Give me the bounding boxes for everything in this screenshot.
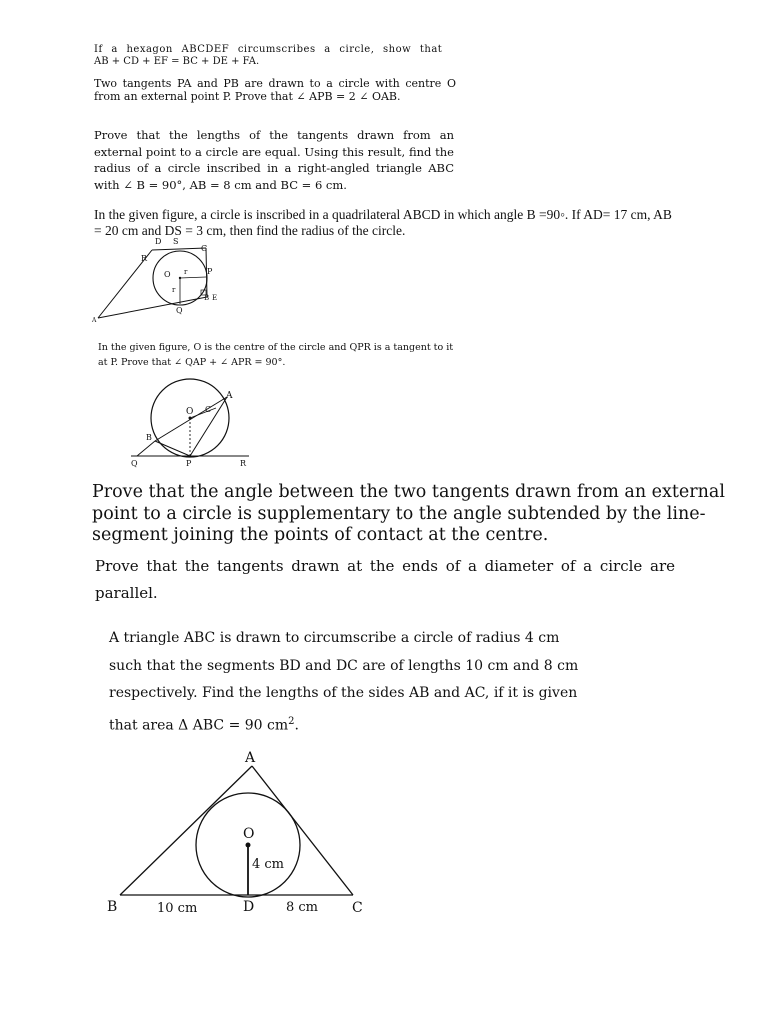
label-q: Q bbox=[131, 459, 138, 468]
question-text-line: A triangle ABC is drawn to circumscribe a circle of radius 4 cm bbox=[109, 630, 560, 646]
label-s: S bbox=[173, 237, 179, 246]
question-supplementary-angle bbox=[92, 482, 725, 547]
center-dot bbox=[179, 277, 181, 279]
question-quadrilateral-abcd: In the given figure, a circle is inscribed in a quadrilateral ABCD in which angle B =90◦. If AD= 17 cm, AB = 20 cm and DS = 3 cm, then find the radius of the circle. bbox=[94, 207, 672, 238]
question-text-line: point to a circle is supplementary to the angle subtended by the line- bbox=[92, 503, 706, 524]
question-triangle-abc bbox=[109, 625, 609, 740]
center-dot bbox=[246, 843, 251, 848]
figure-circle-tangent-qpr bbox=[125, 378, 260, 470]
label-b: B bbox=[107, 899, 118, 915]
label-b: B bbox=[204, 294, 210, 302]
label-r2: r bbox=[172, 286, 176, 294]
area-period: . bbox=[294, 717, 299, 734]
label-o: O bbox=[186, 407, 194, 417]
side-ac bbox=[252, 766, 353, 895]
segment-oc bbox=[190, 408, 216, 418]
label-dc: 8 cm bbox=[286, 900, 319, 915]
question-text-line: If a hexagon ABCDEF circumscribes a circle, show that bbox=[94, 44, 443, 55]
question-qpr-tangent bbox=[98, 340, 478, 370]
label-c: C bbox=[205, 405, 212, 414]
side-dc bbox=[152, 248, 206, 250]
label-d: D bbox=[243, 899, 255, 915]
line-bp bbox=[155, 441, 190, 456]
question-text-line: such that the segments BD and DC are of lengths 10 cm and 8 cm bbox=[109, 657, 579, 674]
label-d: D bbox=[155, 237, 162, 246]
question-parallel-tangents: Prove that the tangents drawn at the ends of a diameter of a circle are parallel. bbox=[95, 557, 675, 602]
question-text-line: AB + CD + EF = BC + DE + FA. bbox=[94, 56, 260, 67]
label-a: A bbox=[245, 750, 256, 766]
label-radius: 4 cm bbox=[252, 857, 285, 872]
label-q: Q bbox=[176, 306, 183, 315]
label-bd: 10 cm bbox=[157, 901, 198, 916]
label-c: C bbox=[352, 900, 363, 916]
question-text-line bbox=[109, 708, 609, 740]
label-e: E bbox=[212, 294, 218, 302]
side-ab bbox=[120, 766, 255, 895]
side-ba bbox=[98, 297, 207, 318]
label-a: A bbox=[226, 391, 233, 401]
question-tangents-pa-pb: Two tangents PA and PB are drawn to a circle with centre O from an external point P. Prove that ∠ APB = 2 ∠ OAB. bbox=[94, 77, 456, 103]
question-text-line: segment joining the points of contact at the centre. bbox=[92, 525, 549, 545]
question-text-line: at P. Prove that ∠ QAP + ∠ APR = 90°. bbox=[98, 357, 286, 368]
line-bq bbox=[137, 441, 155, 456]
area-exponent: 2 bbox=[288, 715, 295, 727]
label-p: P bbox=[207, 267, 213, 276]
radius-op bbox=[180, 277, 206, 278]
area-text: that area Δ ABC = 90 cm bbox=[109, 717, 289, 734]
question-text-line: Prove that the angle between the two tangents drawn from an external bbox=[92, 482, 725, 502]
label-b: B bbox=[146, 433, 152, 442]
question-hexagon bbox=[94, 44, 443, 68]
figure-quadrilateral-circle bbox=[90, 234, 230, 326]
label-c: C bbox=[201, 244, 208, 253]
label-r: R bbox=[240, 459, 247, 468]
question-text-line: In the given figure, O is the centre of the circle and QPR is a tangent to it bbox=[98, 342, 454, 353]
label-o: O bbox=[243, 826, 255, 842]
question-tangent-lengths: Prove that the lengths of the tangents drawn from an external point to a circle are equal. Using this result, find the radius of a circle inscribed in a right-angled triangle ABC with ∠ B = 90°, AB = 8 cm and BC = 6 cm. bbox=[94, 128, 454, 192]
label-r1: r bbox=[184, 268, 188, 276]
figure-triangle-incircle bbox=[104, 745, 369, 917]
question-text-line: respectively. Find the lengths of the sides AB and AC, if it is given bbox=[109, 685, 578, 701]
label-a: A bbox=[92, 317, 97, 324]
label-o: O bbox=[164, 270, 171, 279]
label-p: P bbox=[186, 459, 192, 468]
label-r: R bbox=[141, 254, 148, 263]
